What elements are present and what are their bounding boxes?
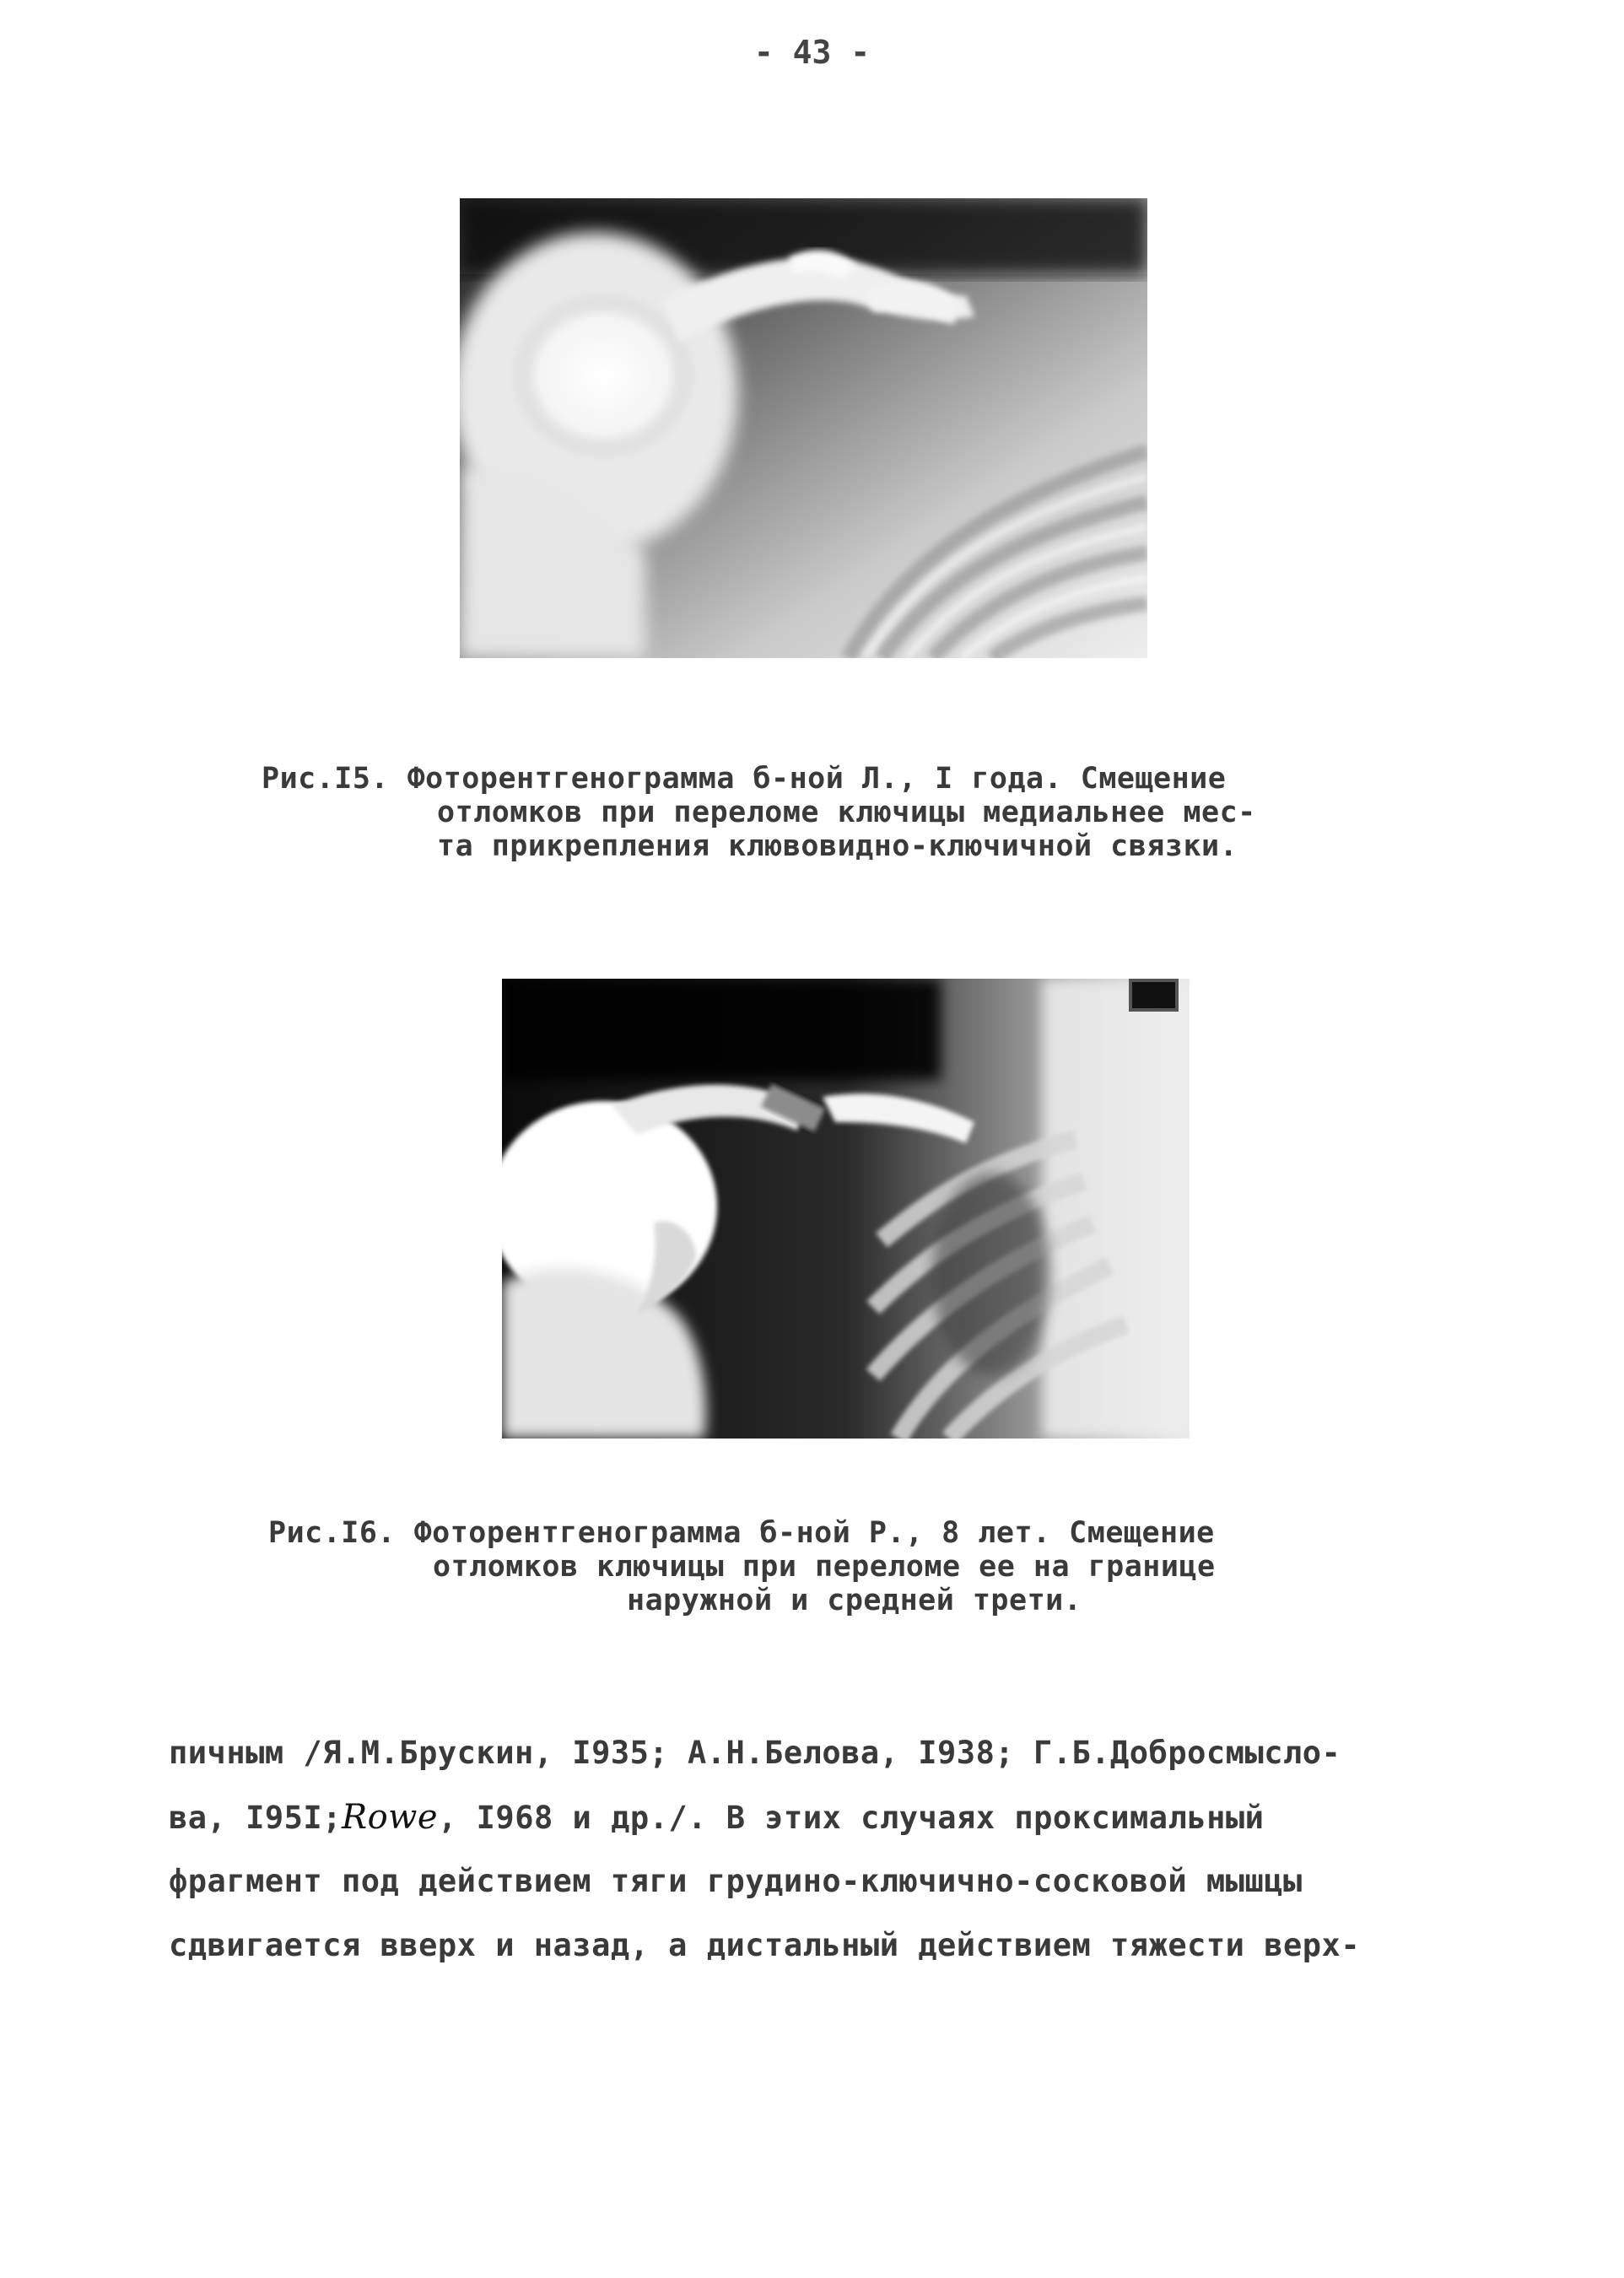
- body-line-text: , I968 и др./. В этих случаях проксимальный: [438, 1800, 1265, 1836]
- figure-15-label: Рис.I5.: [262, 762, 390, 796]
- xray-image-16: [502, 979, 1190, 1439]
- body-line-text: фрагмент под действием тяги грудино-ключично-сосковой мышцы: [169, 1863, 1303, 1899]
- figure-16-label: Рис.I6.: [268, 1516, 397, 1550]
- caption-line: отломков ключицы при переломе ее на границе: [433, 1550, 1216, 1584]
- body-line-text: пичным /Я.М.Брускин, I935; А.Н.Белова, I938; Г.Б.Добросмысло-: [169, 1735, 1341, 1771]
- caption-line: Фоторентгенограмма б-ной Р., 8 лет. Смещение: [413, 1516, 1215, 1550]
- body-line-text: ва, I95I;: [169, 1800, 342, 1836]
- xray-figure-16: [502, 979, 1190, 1439]
- figure-16-caption: [268, 1516, 1216, 1617]
- body-text: [169, 1721, 1485, 1978]
- xray-image-15: [460, 198, 1147, 658]
- xray-figure-15: [460, 198, 1147, 658]
- figure-15-caption: [262, 762, 1256, 863]
- caption-line: Фоторентгенограмма б-ной Л., I года. Смещение: [407, 762, 1227, 796]
- caption-line: наружной и средней трети.: [627, 1584, 1082, 1617]
- body-line-text: сдвигается вверх и назад, а дистальный действием тяжести верх-: [169, 1927, 1361, 1963]
- body-line: [169, 1849, 1485, 1914]
- body-line: [169, 1721, 1485, 1785]
- handwritten-author-name: Rowe: [341, 1798, 439, 1837]
- caption-line: та прикрепления клювовидно-ключичной связки.: [437, 829, 1238, 863]
- page-number: - 43 -: [753, 34, 871, 71]
- body-line: [169, 1914, 1485, 1978]
- caption-line: отломков при переломе ключицы медиальнее мес-: [437, 796, 1256, 829]
- body-line: [169, 1785, 1485, 1849]
